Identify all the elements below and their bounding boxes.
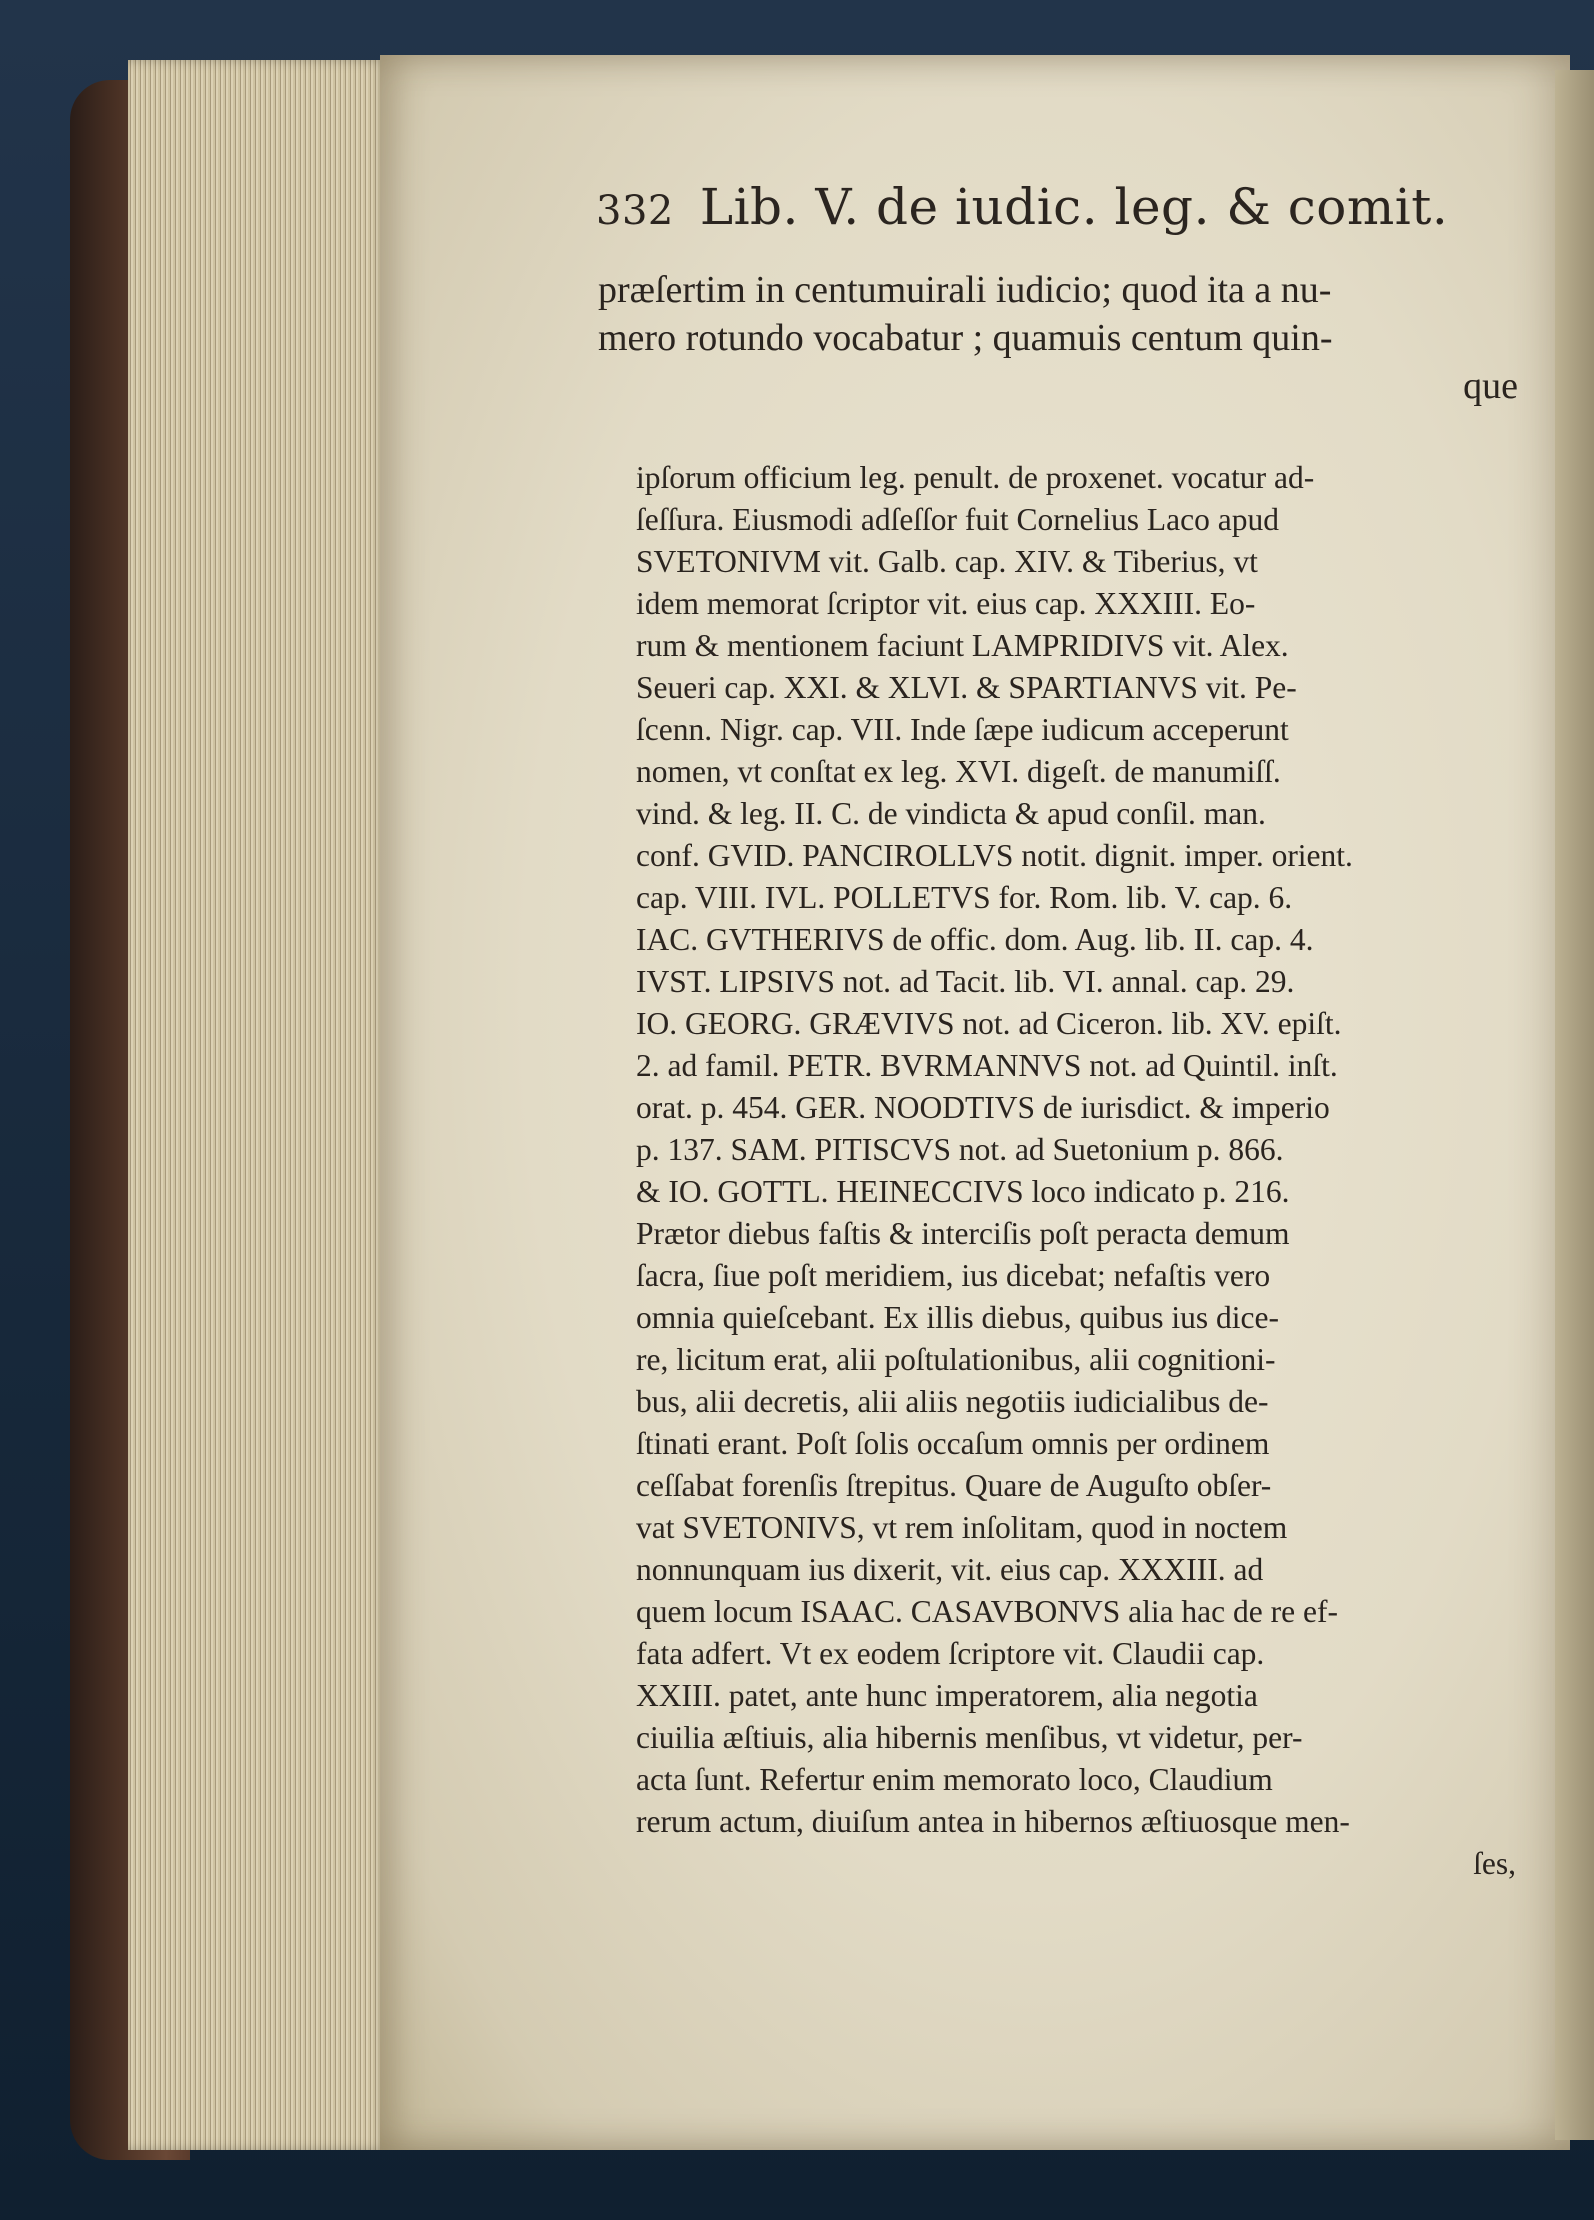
page-block-edges <box>128 60 390 2150</box>
page-number: 332 <box>596 188 674 234</box>
text-line: & IO. GOTTL. HEINECCIVS loco indicato p. 216. <box>636 1174 1290 1209</box>
text-line: nomen, vt conſtat ex leg. XVI. digeſt. de manumiſſ. <box>636 754 1281 789</box>
text-line: re, licitum erat, alii poſtulationibus, alii cognitioni- <box>636 1342 1276 1377</box>
text-line: quem locum ISAAC. CASAVBONVS alia hac de re ef- <box>636 1594 1338 1629</box>
text-line: XXIII. patet, ante hunc imperatorem, alia negotia <box>636 1678 1258 1713</box>
text-line: præſertim in centumuirali iudicio; quod ita a nu- <box>598 269 1332 311</box>
text-line: cap. VIII. IVL. POLLETVS for. Rom. lib. V. cap. 6. <box>636 880 1293 915</box>
text-line: idem memorat ſcriptor vit. eius cap. XXXIII. Eo- <box>636 586 1256 621</box>
text-line: vat SVETONIVS, vt rem inſolitam, quod in noctem <box>636 1510 1288 1545</box>
text-line: ceſſabat forenſis ſtrepitus. Quare de Auguſto obſer- <box>636 1468 1272 1503</box>
catchword-upper: que <box>1463 365 1518 407</box>
text-line: ipſorum officium leg. penult. de proxenet. vocatur ad- <box>636 460 1315 495</box>
text-line: ſacra, ſiue poſt meridiem, ius dicebat; nefaſtis vero <box>636 1258 1271 1293</box>
text-line: nonnunquam ius dixerit, vit. eius cap. XXXIII. ad <box>636 1552 1264 1587</box>
text-line: ſtinati erant. Poſt ſolis occaſum omnis per ordinem <box>636 1426 1270 1461</box>
catchword-lower: ſes, <box>1473 1846 1516 1881</box>
text-line: Seueri cap. XXI. & XLVI. & SPARTIANVS vit. Pe- <box>636 670 1297 705</box>
running-title: Lib. V. de iudic. leg. & comit. <box>699 178 1449 236</box>
text-line: rerum actum, diuiſum antea in hibernos æſtiuosque men- <box>636 1804 1350 1839</box>
text-line: acta ſunt. Refertur enim memorato loco, Claudium <box>636 1762 1273 1797</box>
text-line: IO. GEORG. GRÆVIVS not. ad Ciceron. lib. XV. epiſt. <box>636 1006 1342 1041</box>
text-line: ſcenn. Nigr. cap. VII. Inde ſæpe iudicum acceperunt <box>636 712 1289 747</box>
text-line: fata adfert. Vt ex eodem ſcriptore vit. Claudii cap. <box>636 1636 1265 1671</box>
text-line: mero rotundo vocabatur ; quamuis centum quin- <box>598 317 1333 359</box>
text-line: conf. GVID. PANCIROLLVS notit. dignit. imper. orient. <box>636 838 1353 873</box>
text-line: omnia quieſcebant. Ex illis diebus, quibus ius dice- <box>636 1300 1280 1335</box>
text-line: IAC. GVTHERIVS de offic. dom. Aug. lib. II. cap. 4. <box>636 922 1314 957</box>
text-line: rum & mentionem faciunt LAMPRIDIVS vit. Alex. <box>636 628 1289 663</box>
text-line: Prætor diebus faſtis & interciſis poſt peracta demum <box>636 1216 1290 1251</box>
text-line: ciuilia æſtiuis, alia hibernis menſibus, vt videtur, per- <box>636 1720 1303 1755</box>
facing-page-edge <box>1555 70 1594 2140</box>
running-head <box>596 178 1496 236</box>
text-line: orat. p. 454. GER. NOODTIVS de iurisdict. & imperio <box>636 1090 1330 1125</box>
text-line: SVETONIVM vit. Galb. cap. XIV. & Tiberius, vt <box>636 544 1258 579</box>
text-line: 2. ad famil. PETR. BVRMANNVS not. ad Quintil. inſt. <box>636 1048 1338 1083</box>
text-line: ſeſſura. Eiusmodi adſeſſor fuit Cornelius Laco apud <box>636 502 1279 537</box>
text-line: bus, alii decretis, alii aliis negotiis iudicialibus de- <box>636 1384 1269 1419</box>
text-line: vind. & leg. II. C. de vindicta & apud conſil. man. <box>636 796 1266 831</box>
text-line: IVST. LIPSIVS not. ad Tacit. lib. VI. annal. cap. 29. <box>636 964 1295 999</box>
text-line: p. 137. SAM. PITISCVS not. ad Suetonium p. 866. <box>636 1132 1284 1167</box>
